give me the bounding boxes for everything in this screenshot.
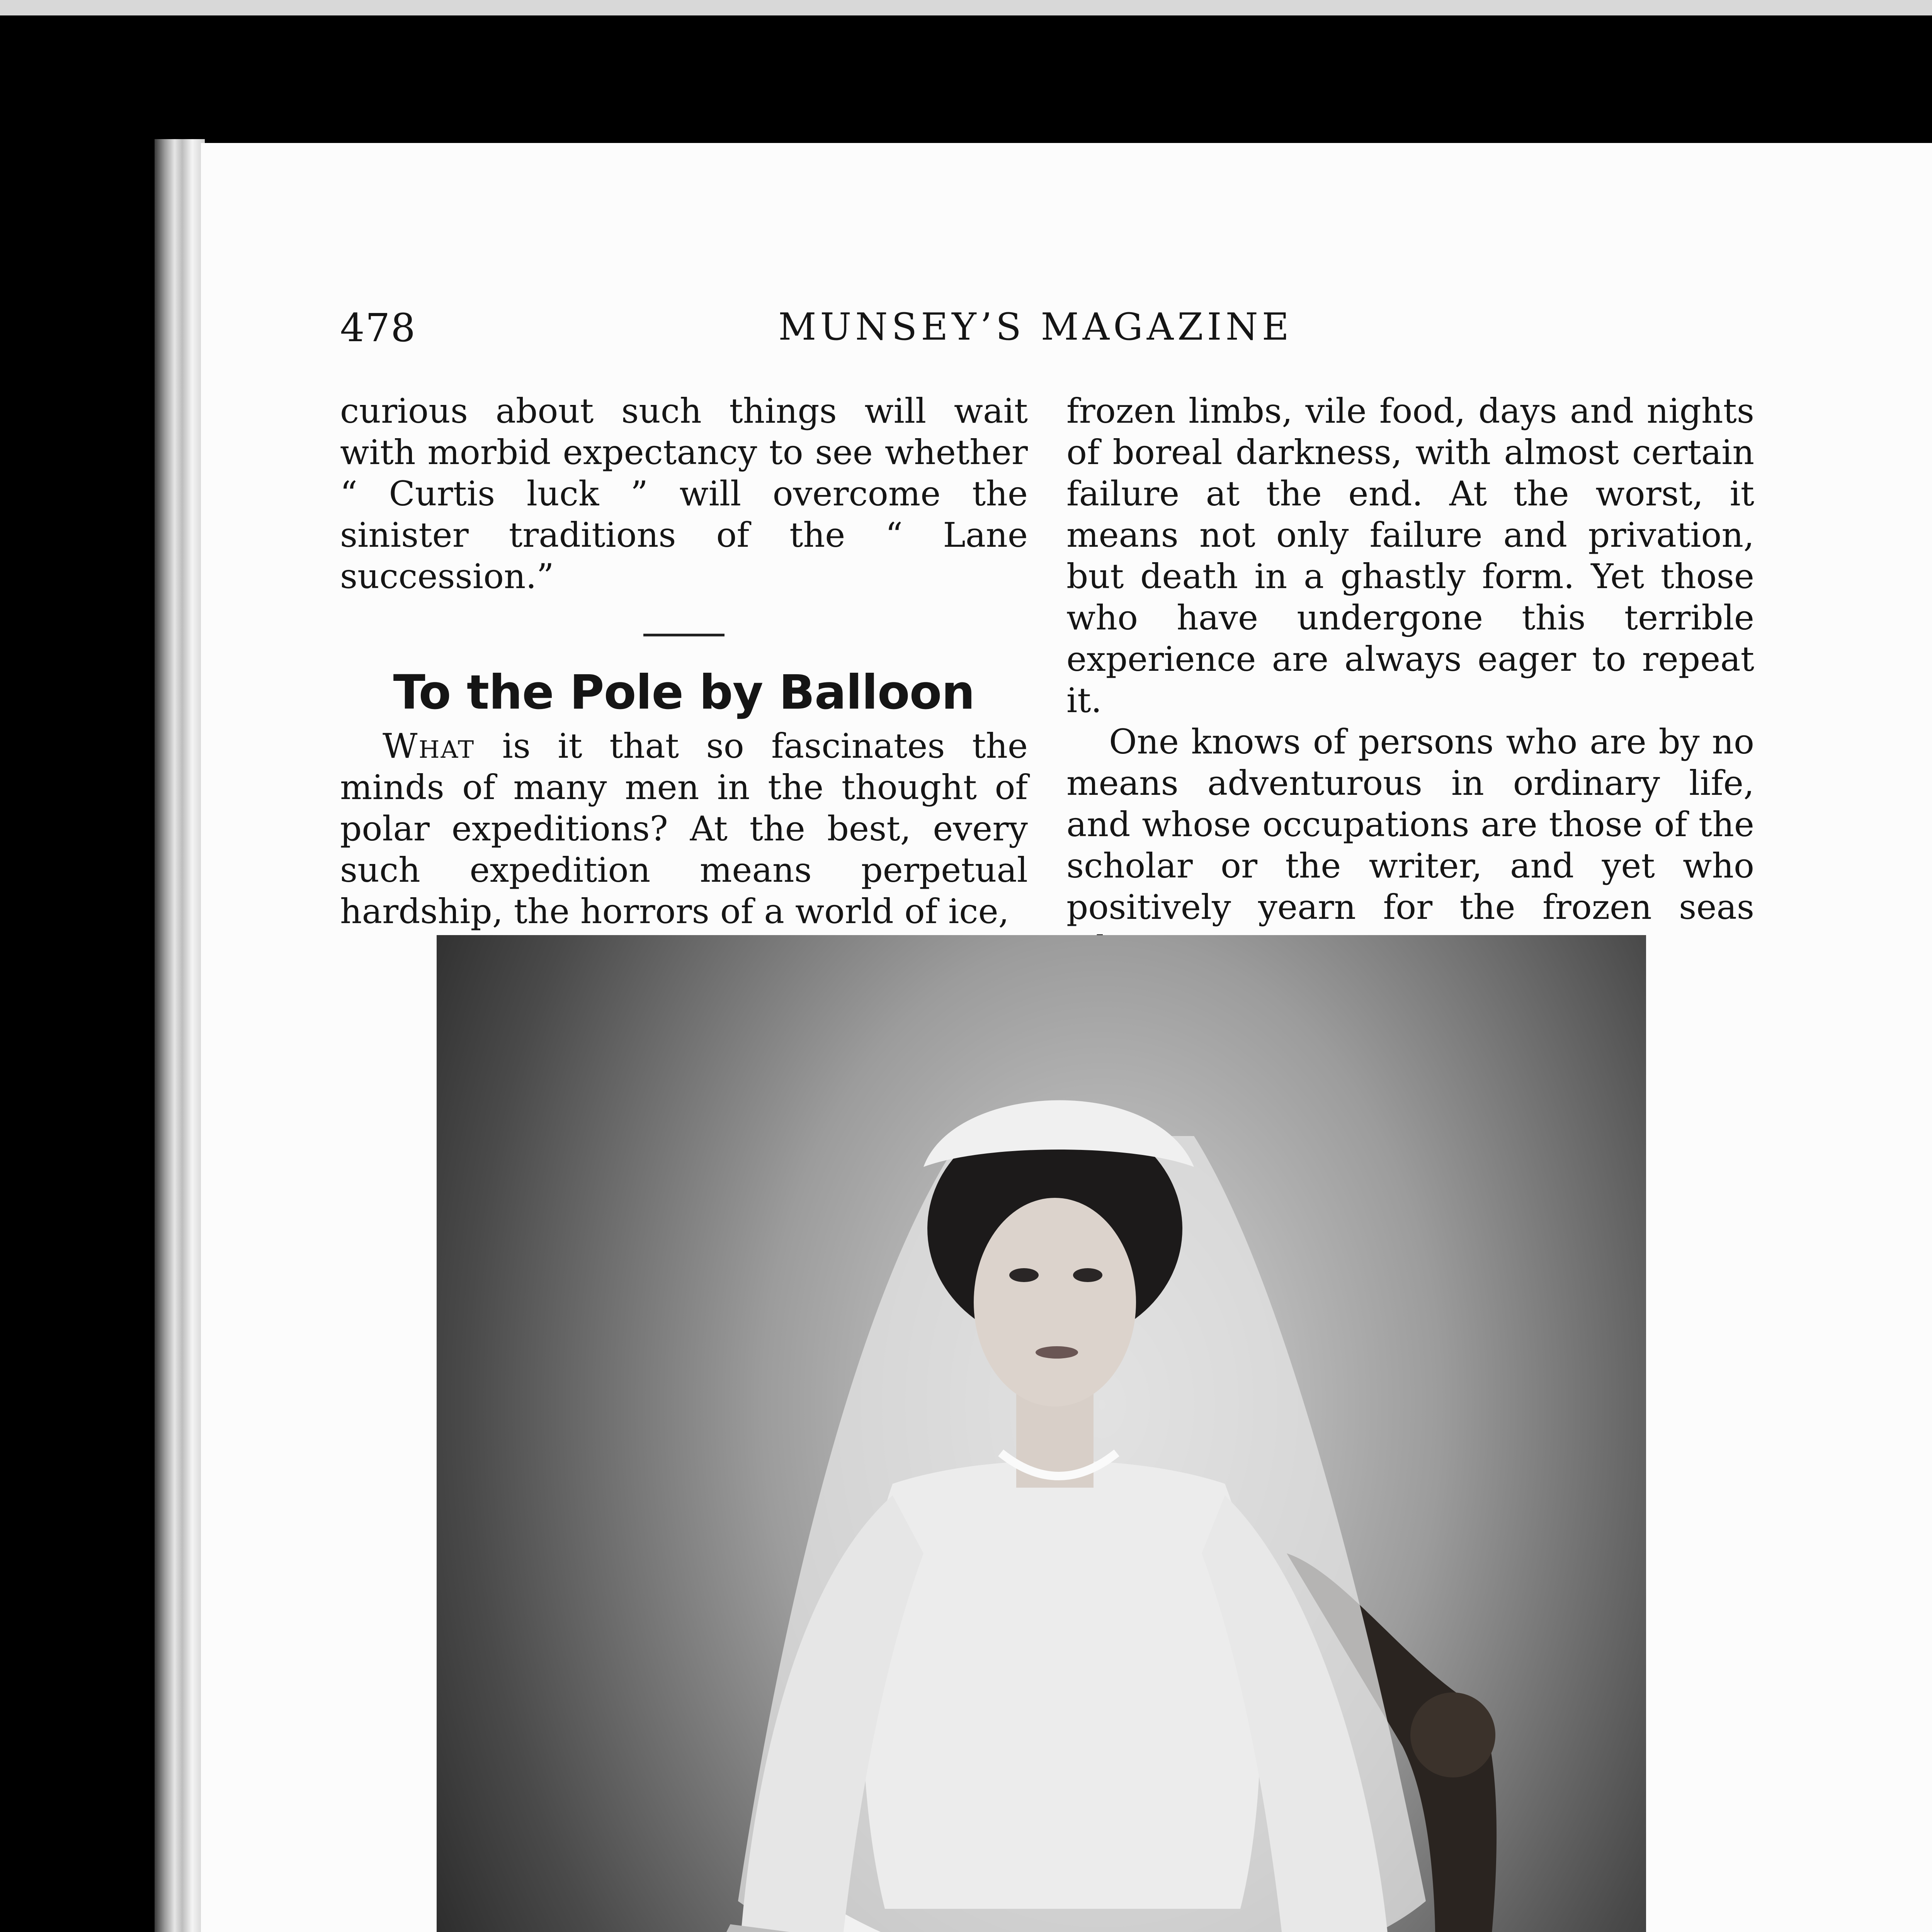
portrait-photograph bbox=[437, 935, 1646, 1932]
portrait-illustration bbox=[437, 935, 1646, 1932]
magazine-title: MUNSEY’S MAGAZINE bbox=[778, 305, 1293, 349]
lead-word: What bbox=[383, 726, 475, 766]
page-stack-left-edge bbox=[155, 139, 205, 1932]
running-head bbox=[340, 305, 1770, 363]
magazine-page bbox=[201, 143, 1932, 1932]
paragraph-continued-right: frozen limbs, vile food, days and nights of boreal darkness, with almost certain failure at the end. At the worst, it means not only failure and privation, but death in a ghastly form. Yet those who have undergone this terrible experience are always eager to repeat it. bbox=[1066, 391, 1754, 720]
scanner-edge bbox=[0, 0, 1932, 15]
paragraph-start bbox=[340, 725, 1028, 932]
paragraph-start-body: is it that so fascinates the minds of many men in the thought of polar expeditions? At the best, every such expedition means perpetual hardship, the horrors of a world of ice, bbox=[340, 726, 1028, 931]
page-number: 478 bbox=[340, 305, 416, 350]
paragraph-continued-left: curious about such things will wait with morbid expectancy to see whether “ Curtis luck ” will overcome the sinister traditions of the “ Lane succession.” bbox=[340, 391, 1028, 596]
text-column-left bbox=[340, 390, 1028, 932]
section-divider bbox=[643, 634, 724, 636]
paragraph-next: One knows of persons who are by no means adventurous in ordinary life, and whose occupations are those of the scholar or the writer, and yet who positively yearn for the frozen seas bbox=[1066, 722, 1754, 927]
section-heading: To the Pole by Balloon bbox=[393, 665, 975, 720]
text-column-right bbox=[1066, 390, 1754, 969]
